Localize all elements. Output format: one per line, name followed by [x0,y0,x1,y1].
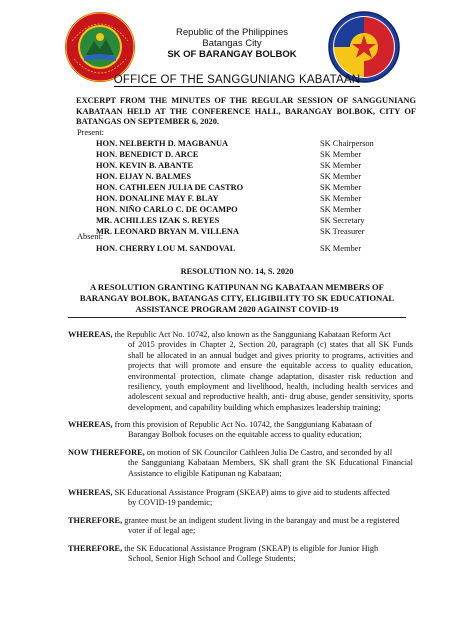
first-line: the Republic Act No. 10742, also known as the Sangguniang Kabataan Reform Act [112,330,391,339]
attendee-name: HON. NIÑO CARLO C. DE OCAMPO [96,205,238,214]
keyword: WHEREAS, [68,420,113,429]
attendee-name: HON. BENEDICT D. ARCE [96,150,199,159]
attendee-position: SK Chairperson [320,139,374,148]
attendee-name: MR. ACHILLES IZAK S. REYES [96,216,220,225]
attendee-row [96,171,396,182]
keyword: WHEREAS, [68,330,113,339]
absent-row [96,243,396,254]
continuation: of 2015 provides in Chapter 2, Section 20, paragraph (c) states that all SK Funds shall be allocated in an annual budget and gives priority to programs, activities and projects that will promote and ensure the equitable access to quality education, environmental protection, climate change adaptation, disaster risk reduction and resiliency, youth employment and livelihood, health, including health services and adolescent sexual and reproductive health, anti- drug abuse, gender sensitivity, sports development, and capability building which emphasizes leadership training; [128,340,413,412]
attendee-position: SK Member [320,194,362,203]
now-therefore-paragraph [68,448,413,479]
resolution-title: A RESOLUTION GRANTING KATIPUNAN NG KABATAAN MEMBERS OF BARANGAY BOLBOK, BATANGAS CITY, ELIGIBILITY TO SK EDUCATIONAL ASSISTANCE PROGRAM 2020 AGAINST COVID-19 [79,282,395,314]
attendee-name: HON. CATHLEEN JULIA DE CASTRO [96,183,244,192]
divider [68,317,406,318]
keyword: THEREFORE, [68,516,123,525]
therefore-paragraph-1 [68,516,413,537]
keyword: WHEREAS, [68,488,113,497]
attendee-row [96,215,396,226]
continuation: School, Senior High School and College Students; [128,554,296,564]
attendee-row [96,226,396,237]
first-line: from this provision of Republic Act No. 10742, the Sangguniang Kabataan of [112,420,372,429]
first-line: the SK Educational Assistance Program (SKEAP) is eligible for Junior High [122,544,379,553]
attendee-name: HON. EIJAY N. BALMES [96,172,192,181]
sangguniang-kabataan-logo-icon [328,11,400,83]
therefore-paragraph-2 [68,544,413,565]
attendee-position: SK Secretary [320,216,365,225]
attendee-row [96,204,396,215]
country-line: Republic of the Philippines [176,27,288,38]
whereas-paragraph-1 [68,330,413,413]
attendee-position: SK Member [320,150,362,159]
continuation: voter if of legal age; [128,526,196,536]
attendee-name: HON. DONALINE MAY F. BLAY [96,194,219,203]
office-line: SK OF BARANGAY BOLBOK [167,49,297,60]
absent-position: SK Member [320,244,362,253]
attendee-position: SK Member [320,161,362,170]
absent-name: HON. CHERRY LOU M. SANDOVAL [96,244,236,253]
present-list [96,138,396,237]
first-line: SK Educational Assistance Program (SKEAP) aims to give aid to students affected [112,488,390,497]
attendee-name: HON. KEVIN B. ABANTE [96,161,194,170]
keyword: NOW THEREFORE, [68,448,145,457]
first-line: grantee must be an indigent student living in the barangay and must be a registered [122,516,400,525]
attendee-row [96,160,396,171]
whereas-paragraph-2 [68,420,413,441]
continuation: Barangay Bolbok focuses on the equitable access to quality education; [128,430,362,440]
whereas-paragraph-3 [68,488,413,509]
letterhead [140,27,324,61]
attendee-position: SK Member [320,183,362,192]
present-label: Present: [77,128,104,137]
continuation: the Sangguniang Kabataan Members, SK shall grant the SK Educational Financial Assistance to eligible Katipunan ng Kabataan; [128,458,413,478]
attendee-name: HON. NELBERTH D. MAGBANUA [96,139,229,148]
city-line: Batangas City [202,38,262,49]
attendee-position: SK Member [320,172,362,181]
keyword: THEREFORE, [68,544,123,553]
office-title-text: OFFICE OF THE SANGGUNIANG KABATAAN [113,74,361,86]
first-line: on motion of SK Councilor Cathleen Julia De Castro, and seconded by all [144,448,393,457]
resolution-number: RESOLUTION NO. 14, S. 2020 [180,267,294,276]
excerpt-heading: EXCERPT FROM THE MINUTES OF THE REGULAR SESSION OF SANGGUNIANG KABATAAN HELD AT THE CONFERENCE HALL, BARANGAY BOLBOK, CITY OF BATANGAS ON SEPTEMBER 6, 2020. [76,96,416,126]
attendee-position: SK Treasurer [320,227,365,236]
attendee-name: MR. LEONARD BRYAN M. VILLENA [96,227,240,236]
office-title [0,74,474,86]
batangas-city-seal-icon [64,11,136,83]
absent-label: Absent: [77,232,104,241]
attendee-row [96,149,396,160]
continuation: by COVID-19 pandemic; [128,498,213,508]
attendee-row [96,182,396,193]
attendee-position: SK Member [320,205,362,214]
attendee-row [96,193,396,204]
attendee-row [96,138,396,149]
